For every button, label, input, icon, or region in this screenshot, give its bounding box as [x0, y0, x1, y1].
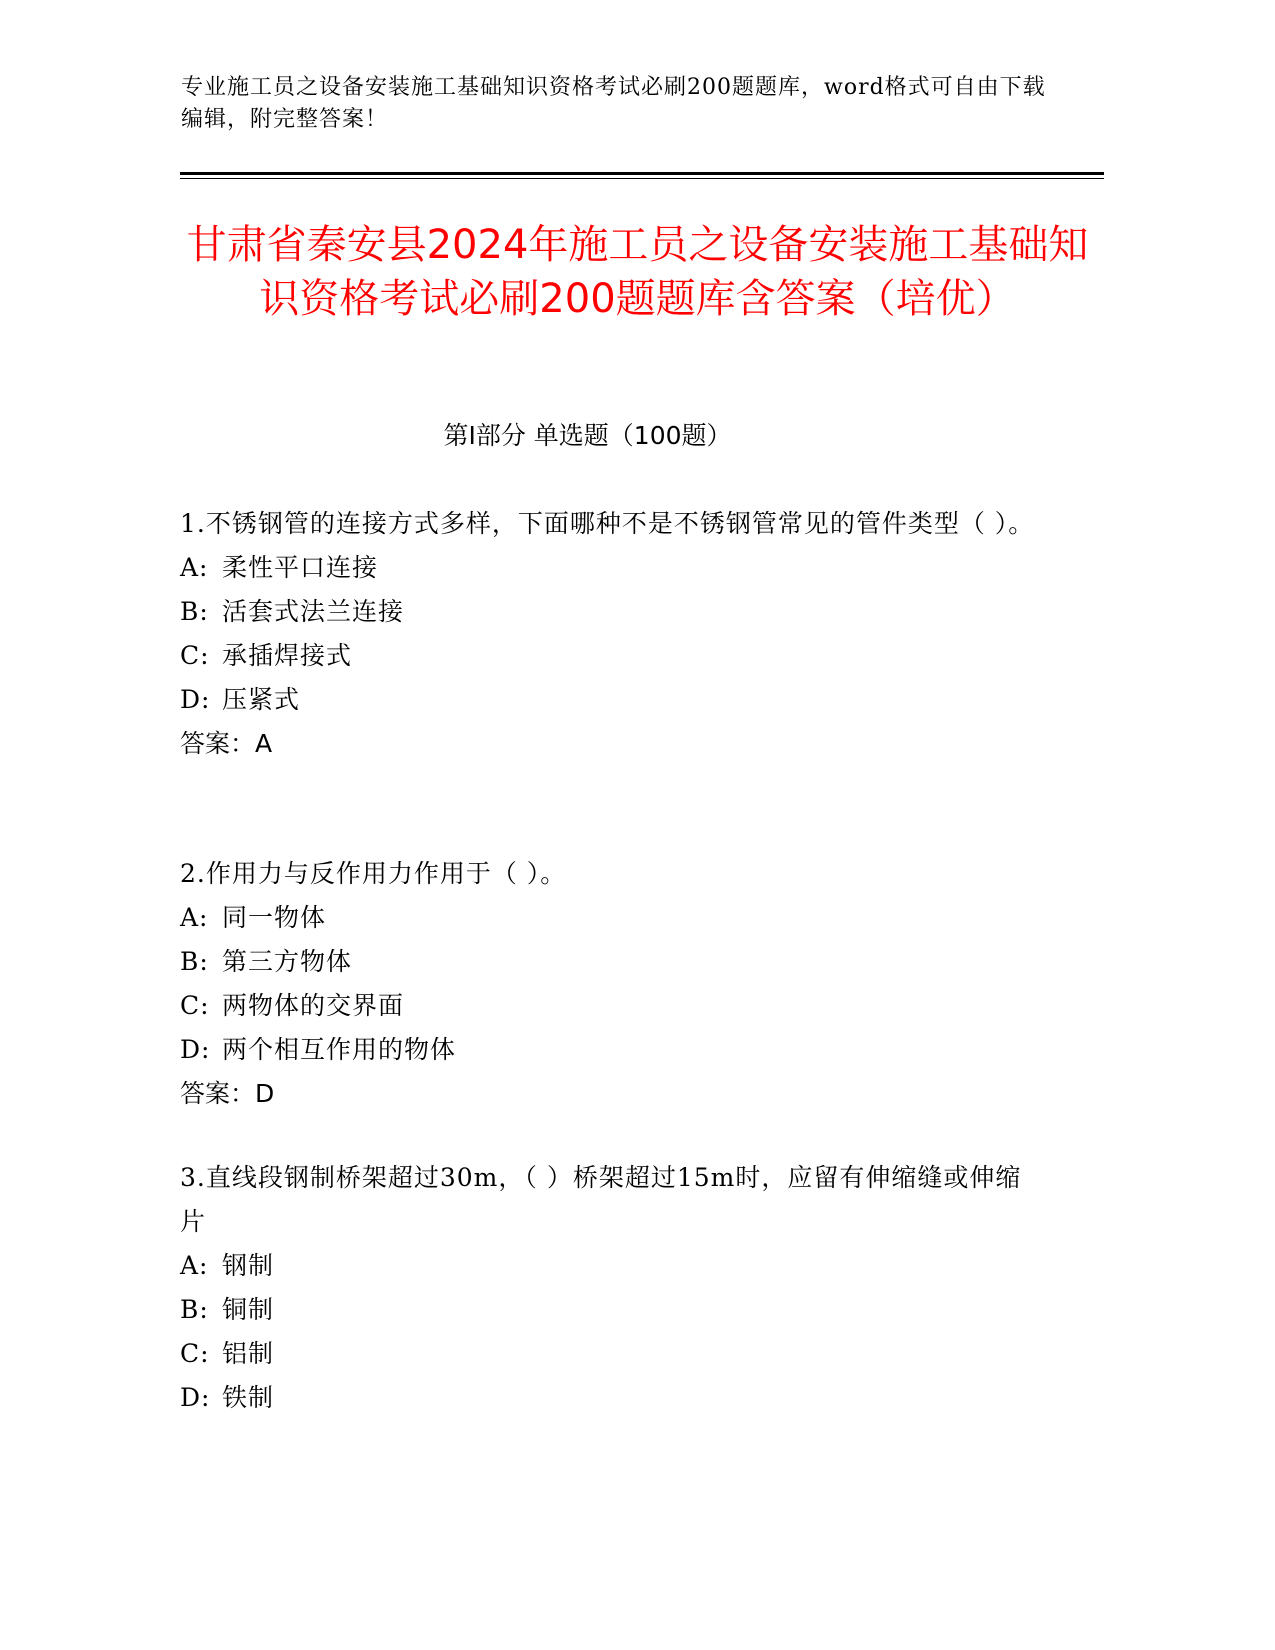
option-text: 两个相互作用的物体	[222, 1035, 457, 1064]
option-b	[180, 1288, 1040, 1332]
header-divider-thick	[180, 172, 1104, 175]
section-title: 第Ⅰ部分 单选题（100题）	[443, 421, 732, 450]
option-text: 同一物体	[222, 903, 327, 932]
option-key: C:	[180, 1339, 210, 1368]
option-key: D:	[180, 1383, 211, 1412]
option-text: 铜制	[222, 1295, 275, 1324]
option-key: B:	[180, 947, 209, 976]
question-3	[180, 1156, 1040, 1420]
option-key: A:	[180, 903, 209, 932]
question-stem: 3.直线段钢制桥架超过30m，（ ）桥架超过15m时，应留有伸缩缝或伸缩片	[180, 1163, 1022, 1236]
question-stem: 1.不锈钢管的连接方式多样，下面哪种不是不锈钢管常见的管件类型（ ）。	[180, 509, 1035, 538]
question-1	[180, 502, 1040, 766]
option-c	[180, 634, 1040, 678]
option-key: C:	[180, 991, 210, 1020]
option-text: 铝制	[222, 1339, 275, 1368]
document-title: 甘肃省秦安县2024年施工员之设备安装施工基础知识资格考试必刷200题题库含答案（培优）	[186, 222, 1089, 322]
option-text: 活套式法兰连接	[222, 597, 405, 626]
option-text: 铁制	[222, 1383, 275, 1412]
answer-line: 答案：A	[180, 729, 273, 758]
option-d	[180, 678, 1040, 722]
option-b	[180, 590, 1040, 634]
option-key: A:	[180, 553, 209, 582]
option-text: 钢制	[222, 1251, 275, 1280]
option-key: A:	[180, 1251, 209, 1280]
option-c	[180, 1332, 1040, 1376]
option-a	[180, 1244, 1040, 1288]
question-stem: 2.作用力与反作用力作用于（ ）。	[180, 859, 567, 888]
option-key: D:	[180, 685, 211, 714]
option-d	[180, 1028, 1040, 1072]
option-text: 柔性平口连接	[222, 553, 379, 582]
option-a	[180, 896, 1040, 940]
header-divider-thin	[180, 178, 1104, 179]
option-text: 承插焊接式	[222, 641, 353, 670]
option-key: D:	[180, 1035, 211, 1064]
option-text: 两物体的交界面	[222, 991, 405, 1020]
option-key: B:	[180, 597, 209, 626]
question-2	[180, 852, 1040, 1116]
option-key: C:	[180, 641, 210, 670]
option-text: 压紧式	[222, 685, 301, 714]
option-key: B:	[180, 1295, 209, 1324]
answer-line: 答案：D	[180, 1079, 275, 1108]
header-note: 专业施工员之设备安装施工基础知识资格考试必刷200题题库，word格式可自由下载编辑，附完整答案！	[181, 75, 1046, 132]
option-text: 第三方物体	[222, 947, 353, 976]
option-c	[180, 984, 1040, 1028]
option-b	[180, 940, 1040, 984]
option-a	[180, 546, 1040, 590]
option-d	[180, 1376, 1040, 1420]
